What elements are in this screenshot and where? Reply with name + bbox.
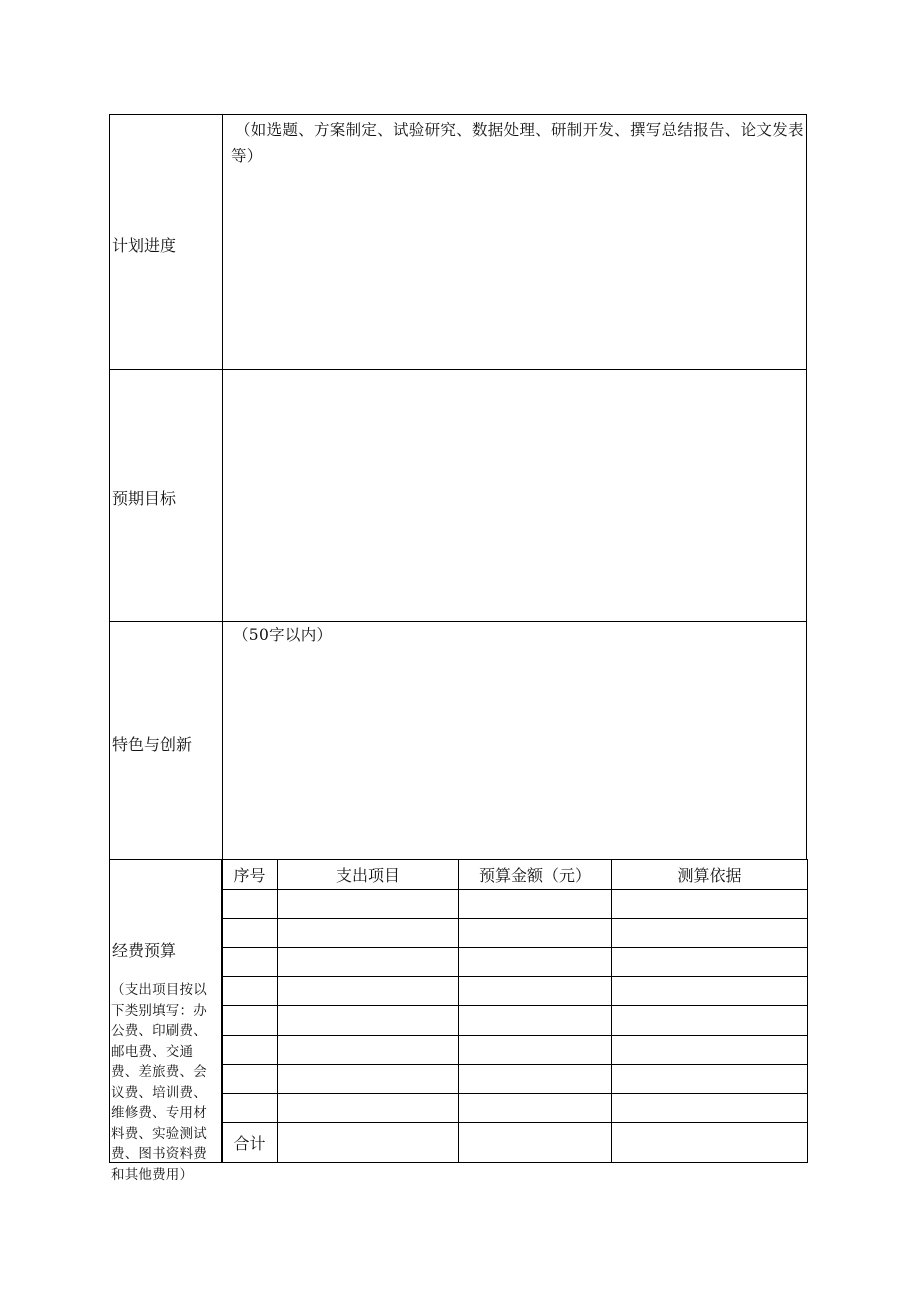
basis-cell[interactable]	[612, 919, 808, 948]
expected-goals-input-area[interactable]	[222, 369, 807, 622]
column-header-basis: 测算依据	[612, 860, 808, 890]
basis-cell[interactable]	[612, 1064, 808, 1093]
application-form	[109, 114, 807, 1183]
table-row	[222, 1093, 808, 1122]
total-amount-cell[interactable]	[459, 1122, 612, 1162]
expected-goals-label: 预期目标	[112, 489, 177, 508]
amount-cell[interactable]	[459, 1006, 612, 1035]
expense-item-cell[interactable]	[278, 977, 459, 1006]
amount-cell[interactable]	[459, 977, 612, 1006]
features-hint: （50字以内）	[233, 626, 333, 644]
index-cell[interactable]	[222, 977, 278, 1006]
total-label: 合计	[222, 1122, 278, 1162]
table-row	[222, 890, 808, 919]
basis-cell[interactable]	[612, 890, 808, 919]
budget-label: 经费预算	[112, 941, 177, 960]
column-header-expense-item: 支出项目	[278, 860, 459, 890]
features-input-area[interactable]	[222, 621, 807, 860]
index-cell[interactable]	[222, 890, 278, 919]
amount-cell[interactable]	[459, 1035, 612, 1064]
amount-cell[interactable]	[459, 1093, 612, 1122]
features-label: 特色与创新	[112, 735, 193, 754]
plan-progress-label: 计划进度	[112, 236, 177, 255]
basis-cell[interactable]	[612, 1035, 808, 1064]
basis-cell[interactable]	[612, 948, 808, 977]
table-row	[222, 1064, 808, 1093]
index-cell[interactable]	[222, 1064, 278, 1093]
table-row	[222, 948, 808, 977]
basis-cell[interactable]	[612, 977, 808, 1006]
column-header-index: 序号	[222, 860, 278, 890]
index-cell[interactable]	[222, 948, 278, 977]
amount-cell[interactable]	[459, 1064, 612, 1093]
basis-cell[interactable]	[612, 1006, 808, 1035]
expense-item-cell[interactable]	[278, 948, 459, 977]
budget-category-note: （支出项目按以下类别填写：办公费、印刷费、邮电费、交通费、差旅费、会议费、培训费、维修费、专用材料费、实验测试费、图书资料费和其他费用）	[111, 982, 207, 1183]
column-header-amount: 预算金额（元）	[459, 860, 612, 890]
index-cell[interactable]	[222, 1006, 278, 1035]
amount-cell[interactable]	[459, 948, 612, 977]
total-basis-cell[interactable]	[612, 1122, 808, 1162]
basis-cell[interactable]	[612, 1093, 808, 1122]
expense-item-cell[interactable]	[278, 1035, 459, 1064]
budget-table	[221, 859, 808, 1163]
expense-item-cell[interactable]	[278, 919, 459, 948]
budget-total-row	[222, 1122, 808, 1162]
amount-cell[interactable]	[459, 919, 612, 948]
expense-item-cell[interactable]	[278, 890, 459, 919]
table-row	[222, 919, 808, 948]
expense-item-cell[interactable]	[278, 1064, 459, 1093]
total-expense-item-cell[interactable]	[278, 1122, 459, 1162]
plan-progress-hint: （如选题、方案制定、试验研究、数据处理、研制开发、撰写总结报告、论文发表等）	[231, 121, 804, 165]
expense-item-cell[interactable]	[278, 1093, 459, 1122]
table-row	[222, 977, 808, 1006]
table-row	[222, 1035, 808, 1064]
index-cell[interactable]	[222, 1035, 278, 1064]
amount-cell[interactable]	[459, 890, 612, 919]
index-cell[interactable]	[222, 1093, 278, 1122]
budget-header-row	[222, 860, 808, 890]
index-cell[interactable]	[222, 919, 278, 948]
table-row	[222, 1006, 808, 1035]
expense-item-cell[interactable]	[278, 1006, 459, 1035]
